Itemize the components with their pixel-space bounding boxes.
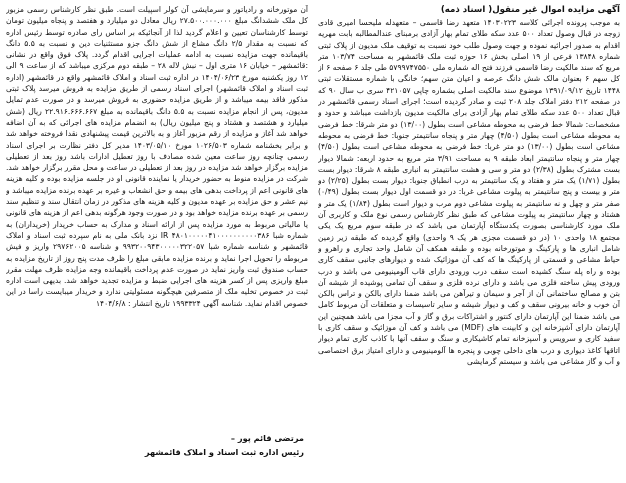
notice-body-left-text: آن موتورخانه و رادیاتور و سرمایشی آن کولر اسپیلت است. طبق نظر کارشناس رسمی مزبور کل ملک ششدانگ مبلغ ۲۷.۵۰۰.۰۰۰.۰۰۰ ریال معادل دو میلیارد و هفتصد و پنجاه میلیون تومان توسط کارشناسان تعیین و اعلام گردید لذا از آنجائیکه بر اساس رای صادره توسط رئیس اداره که نسبت به مقدار ۲/۵ دانگ مشاع از شش دانگ جزو مستثنیات دین و نسبت به ۵.۵ دانگ باقیمانده جهت مزایده نسبت به ادامه عملیات اجرایی اقدام گردد. پلاک فوق واقع در نشانی :قائمشهر – خیابان ۱۶ متری اول – نبش لاله ۲۸ – طبقه دوم مرکزی میباشد که از ساعت ۹ الی ۱۲ روز یکشنبه مورخ ۱۴۰۴/۰۶/۲۳ در اداره ثبت اسناد و املاک قائمشهر واقع در قائمشهر (اداره ثبت اسناد و املاک قائمشهر) اجرای اسناد رسمی از طریق مزایده به فروش میرسد پلاک ثبتی مذکور فاقد بیمه میباشد و از طریق مزایده حضوری به فروش میرسد و در صورت عدم تمایل مدیون، پس از انجام مزایده نسبت به ۵.۵ دانگ باقیمانده به مبلغ ۲۲.۹۱۶.۶۶۶.۶۶۷ ریال (شش میلیارد و هشتصد و هشتاد و پنج میلیون ریال) به انضمام مزایده های اجرائی که به آن اضافه خواهد شد آغاز و مزایده از رقم مزبور آغاز و به بالاترین قیمت پیشنهادی نقدا فروخته خواهد شد و برابر بخشنامه شماره ۱۰۲۶/۵۰۳ مورخ ۱۴۰۳/۰۵/۱۰ مدیر کل دفتر نظارت بر اجرای اسناد رسمی چنانچه روز ساعت معین شده مصادف با روز تعطیل ادارات باشد روز بعد از تعطیلی مزایده برگزار خواهد شد مزایده در روز بعد از تعطیلی در ساعت و محل مقرر برگزار خواهد شد. شرکت در مزایده منوط به حضور خریدار یا نماینده قانونی او در جلسه مزایده بوده و کلیه هزینه های قانونی اعم از پرداخت بدهی های بیمه و حق انشعاب و غیره بر عهده برنده مزایده میباشد و نیم عشر و حق مزایده بر عهده مدیون و کلیه هزینه های مذکور در زمان انتقال سند و تنظیم سند رسمی بر عهده برنده مزایده خواهد بود و در صورت وجود هرگونه بدهی اعم از هزینه های قانونی یا مالیاتی مربوط به مورد مزایده پس از ارائه اسناد و مدارک به حساب خریدار (خریداران) به شماره شبا IR ۴۸۰۱۰۰۰۰۰۴۱۰۰۰۰۰۰۰۰۰۰۳۸۶ نزد بانک ملی به نام سپرده ثبت اسناد و املاک قائمشهر و شناسه شماره شبا ۹۹۳۲۰۰۹۴۳۰۰۰۰۰۳۲۲۰۵۷ و شناسه ۲۹۷۶۲۰۰۵ واریز و فیش مربوطه را تحویل اجرا نماید و برنده مزایده مابقی مبلغ را ظرف مدت پنج روز از تاریخ مزایده به حساب صندوق ثبت واریز نماید در صورت عدم پرداخت باقیمانده وجه مزایده ظرف مهلت مقرر مبلغ واریزی پس از کسر هزینه های اجرایی ضبط و مزایده تجدید خواهد شد. بدیهی است اداره ثبت در خصوص تخلیه ملک از متصرفین هیچگونه مسئولیتی ندارد و خریدار میبایست راسا در این خصوص اقدام نماید. شناسه آگهی ۱۹۹۳۳۲۴ <box>6 5 308 308</box>
notice-body-right: به موجب پرونده اجرائی کلاسه ۱۴۰۳۰۲۲۳ متعهد رضا قاسمی – متعهدله ملیحسا امیری قادی زوجه در قبال وصول تعداد ۵۰۰ عدد سکه طلای تمام بهار آزادی برمبنای عندالمطالبه بابت مهریه اقدام به صدور اجرائیه نموده و جهت وصول طلب خود نسبت به توقیف ملک مدیون از پلاک ثبتی شماره ۱۳۸۴۸ فرعی از ۱۹ اصلی بخش ۱۶ حوزه ثبت ملک قائمشهر به مساحت ۱۰۳/۷۴ متر مربع که سند مالکیت رضا قاسمی فرزند فتح اله شماره ملی ۵۷۹۹۷۴۷۵۵۰ طی جلد ۶ صفحه ۶ از کل سهم ۶ بعنوان مالک شش دانگ عرصه و اعیان متن سهم؛ خانگی با شماره مستقلات ثبتی ۱۴۴۸ تاریخ ۱۳۹۱/۰۹/۱۲ موضوع سند مالکیت اصلی بشماره چاپی ۴۲۱۰۵۷ سری ب سال ۹۰ که در صفحه ۲۱۲ دفتر املاک جلد ۲۰۸ ثبت و صادر گردیده است؛ اجرای اسناد رسمی قائمشهر در قبال تعداد ۵۰۰ عدد سکه طلای تمام بهار آزادی برای مالکیت مدیون بازداشت میباشد و حدود و مشخصات: شمالا خط فرضی به محوطه مشاعی است بطول (۱۳/۰۰) دو متر شرقا: خط فرضی به محوطه مشاعی است بطول (۴/۵۰) چهار متر و پنجاه سانتیمتر جنوبا: خط فرضی به محوطه مشاعی است بطول (۱۳/۰۰) دو متر غربا: خط فرضی به محوطه مشاعی است بطول (۴/۵۰) چهار متر و پنجاه سانتیمتر ابعاد طبقه ۹ به مساحت ۳/۹۱ متر مربع به حدود اربعه: شمالا دیوار بست مشترک بطول (۲/۳۸) دو متر و سی و هشت سانتیمتر به انباری طبقه ۸ شرقا: دیوار بست بطول (۱/۷۱) یک متر و هفتاد و یک سانتیمتر به درب انطباق جنوبا: دیوار بست بطول (۲/۲۵) دو متر و بیست و پنج سانتیمتر به پیلوت مشاعی غربا: در دو قسمت اول دیوار بست بطول (۰/۴۹) صفر متر و چهل و نه سانتیمتر به پیلوت مشاعی دوم مرب و دیوار است بطول (۱/۸۴) یک متر و هشتاد و چهار سانتیمتر به پیلوت مشاعی که طبق نظر کارشناس رسمی نوع ملک و کاربری آن ملک مورد کارشناسی بصورت یکدستگاه آپارتمان می باشد که در طبقه سوم مربع یک یکی مجتمع ۱۸ واحدی ۱۰ (در دو قسمت مجزی هر یک ۹ واحدی) واقع گردیده که طبقه زیر زمین شامل انباری ها و پارکینگ و موتورخانه بوده و طبقه همکف آن شامل واحد تجاری و راهرو و حیاط مشاعی و قسمتی از پارکینگ ها که کف آن موزائیک شده و دیوارهای جانبی سقف کاری بوده و راه پله سنگ کشیده است سقف درب ورودی دارای قاب آلومینیومی می باشد و درب ورودی پیش ساخته فلزی می باشد و دارای نرده فلزی و سقف آن تمامی پوشیده از شیشه آن بتن و مصالح ساختمانی آن از آجر و سیمان و تیرآهن می باشد ضمنا دارای بالکن و تراس بالکن آن خوب و خانه بیرونی سقف و کف و دیوار شیشه و سایر تاسیسات و متعلقات آن مربوط کامل می باشد ضمنا این آپارتمان دارای کنتور و اشتراکات برق و گاز و آب مجزا می باشد همچنین این آپارتمان دارای آشپزخانه اپن و کابینت های (MDF) می باشد و کف آن موزائیک و سقف کاری با سفید کاری و سرویس و آسپزخانه تمام کاشیکاری و سنگ و سقف آنها با کاذب کاری تمام دیوار اتاقها کاغذ دیواری و درب های داخلی چوبی و پنجره ها آلومینیومی و دارای امتیاز برق اختصاصی و آب و گاز مشاعی می باشد و سیستم گرمایشی <box>318 18 620 366</box>
notice-title: آگهی مزایده اموال غیر منقول( اسناد ذمه) <box>440 5 620 15</box>
notice-page <box>6 4 620 479</box>
publish-date-value: ۱۴۰۴/۶/۸ <box>95 298 126 308</box>
notice-body-left <box>6 4 308 309</box>
notice-left-column <box>6 4 308 479</box>
publish-date-label: تاریخ انتشار : <box>127 298 170 308</box>
signer-name: مرتضی قائم پور – <box>230 433 304 443</box>
signature-block <box>104 431 304 459</box>
notice-right-column <box>318 4 620 479</box>
signer-title: رئیس اداره ثبت اسناد و املاک قائمشهر <box>144 447 304 457</box>
